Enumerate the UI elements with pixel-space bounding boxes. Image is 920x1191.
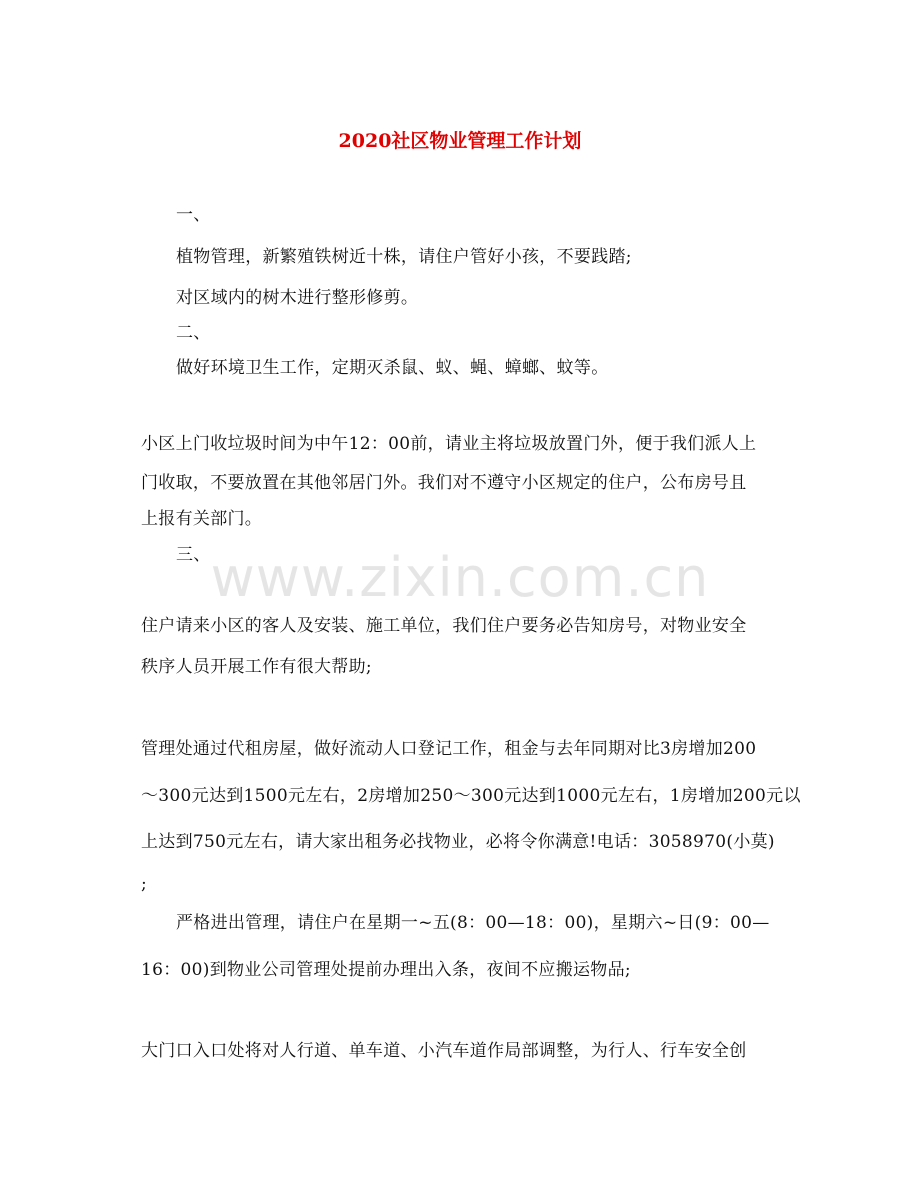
paragraph-line: 对区域内的树木进行整形修剪。 [176, 288, 419, 308]
paragraph-line: 门收取，不要放置在其他邻居门外。我们对不遵守小区规定的住户，公布房号且 [141, 473, 747, 493]
paragraph-line: 做好环境卫生工作，定期灭杀鼠、蚁、蝇、蟑螂、蚊等。 [176, 358, 609, 378]
paragraph-line: 植物管理，新繁殖铁树近十株，请住户管好小孩，不要践踏; [176, 247, 632, 267]
paragraph-line: 住户请来小区的客人及安装、施工单位，我们住户要务必告知房号，对物业安全 [141, 616, 747, 636]
paragraph-line: ; [141, 874, 148, 894]
watermark-text: www.zixin.com.cn [210, 546, 710, 609]
section-heading-2: 二、 [176, 323, 211, 343]
paragraph-line: 上报有关部门。 [141, 509, 263, 529]
paragraph-line: 小区上门收垃圾时间为中午12：00前，请业主将垃圾放置门外，便于我们派人上 [141, 434, 757, 454]
paragraph-line: 上达到750元左右，请大家出租务必找物业，必将令你满意!电话：3058970(小莫) [141, 832, 775, 852]
section-heading-3: 三、 [176, 545, 211, 565]
paragraph-line: ～300元达到1500元左右，2房增加250～300元达到1000元左右，1房增加200元以 [141, 786, 801, 806]
paragraph-line: 严格进出管理，请住户在星期一~五(8：00—18：00)，星期六~日(9：00— [176, 913, 770, 933]
paragraph-line: 大门口入口处将对人行道、单车道、小汽车道作局部调整，为行人、行车安全创 [141, 1041, 747, 1061]
document-title: 2020社区物业管理工作计划 [338, 130, 582, 152]
paragraph-line: 管理处通过代租房屋，做好流动人口登记工作，租金与去年同期对比3房增加200 [141, 739, 757, 759]
section-heading-1: 一、 [176, 205, 211, 225]
paragraph-line: 秩序人员开展工作有很大帮助; [141, 657, 372, 677]
paragraph-line: 16：00)到物业公司管理处提前办理出入条，夜间不应搬运物品; [141, 960, 631, 980]
